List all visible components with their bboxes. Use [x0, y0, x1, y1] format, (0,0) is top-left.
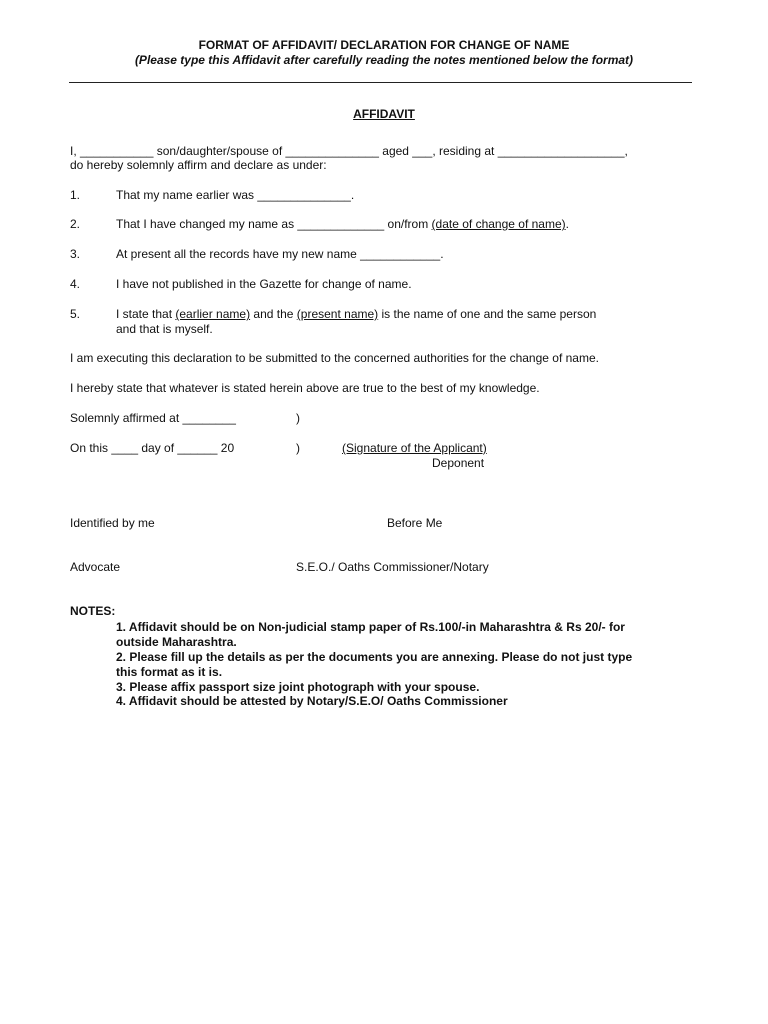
item-text: I have not published in the Gazette for change of name. [116, 277, 412, 291]
item-text [116, 217, 569, 232]
item-text-part: I state that [116, 307, 176, 321]
item-number: 2. [70, 217, 81, 231]
on-this-day-label: On this ____ day of ______ 20 [70, 441, 235, 455]
item-number: 5. [70, 307, 81, 321]
item-text-part: and the [250, 307, 297, 321]
intro-line-1: I, ___________ son/daughter/spouse of ______________ aged ___, residing at ___________________, [70, 144, 628, 158]
identified-by-label: Identified by me [70, 516, 155, 530]
note-line: 1. Affidavit should be on Non-judicial stamp paper of Rs.100/-in Maharashtra & Rs 20/- for [116, 620, 625, 634]
executing-paragraph: I am executing this declaration to be submitted to the concerned authorities for the change of name. [70, 351, 599, 365]
item-number: 3. [70, 247, 81, 261]
item-text [116, 307, 596, 322]
header-divider [69, 82, 692, 83]
advocate-label: Advocate [70, 560, 121, 574]
signature-label: (Signature of the Applicant) [342, 441, 487, 455]
deponent-label: Deponent [432, 456, 485, 470]
seo-label: S.E.O./ Oaths Commissioner/Notary [296, 560, 489, 574]
date-of-change-label: (date of change of name) [431, 217, 566, 231]
earlier-name-label: (earlier name) [175, 307, 251, 321]
note-line: this format as it is. [116, 665, 223, 679]
bracket: ) [296, 441, 300, 455]
item-text: At present all the records have my new name ____________. [116, 247, 444, 261]
item-text-continued: and that is myself. [116, 322, 213, 336]
note-line: 4. Affidavit should be attested by Notary/S.E.O/ Oaths Commissioner [116, 694, 508, 708]
item-text-part: is the name of one and the same person [378, 307, 597, 321]
notes-heading: NOTES: [70, 604, 116, 618]
item-number: 1. [70, 188, 81, 202]
document-subtitle: (Please type this Affidavit after carefully reading the notes mentioned below the format) [134, 53, 634, 67]
present-name-label: (present name) [296, 307, 379, 321]
before-me-label: Before Me [387, 516, 443, 530]
item-number: 4. [70, 277, 81, 291]
item-text: That my name earlier was ______________. [116, 188, 355, 202]
note-line: 2. Please fill up the details as per the documents you are annexing. Please do not just type [116, 650, 633, 664]
note-line: 3. Please affix passport size joint photograph with your spouse. [116, 680, 480, 694]
affidavit-heading: AFFIDAVIT [353, 107, 415, 121]
bracket: ) [296, 411, 300, 425]
item-text-part: That I have changed my name as _____________ on/from [116, 217, 432, 231]
note-line: outside Maharashtra. [116, 635, 237, 649]
statement-paragraph: I hereby state that whatever is stated herein above are true to the best of my knowledge. [70, 381, 540, 395]
intro-line-2: do hereby solemnly affirm and declare as under: [70, 158, 327, 172]
item-text-part: . [565, 217, 569, 231]
document-title: FORMAT OF AFFIDAVIT/ DECLARATION FOR CHANGE OF NAME [198, 38, 570, 52]
affirmed-at-label: Solemnly affirmed at ________ [70, 411, 236, 425]
